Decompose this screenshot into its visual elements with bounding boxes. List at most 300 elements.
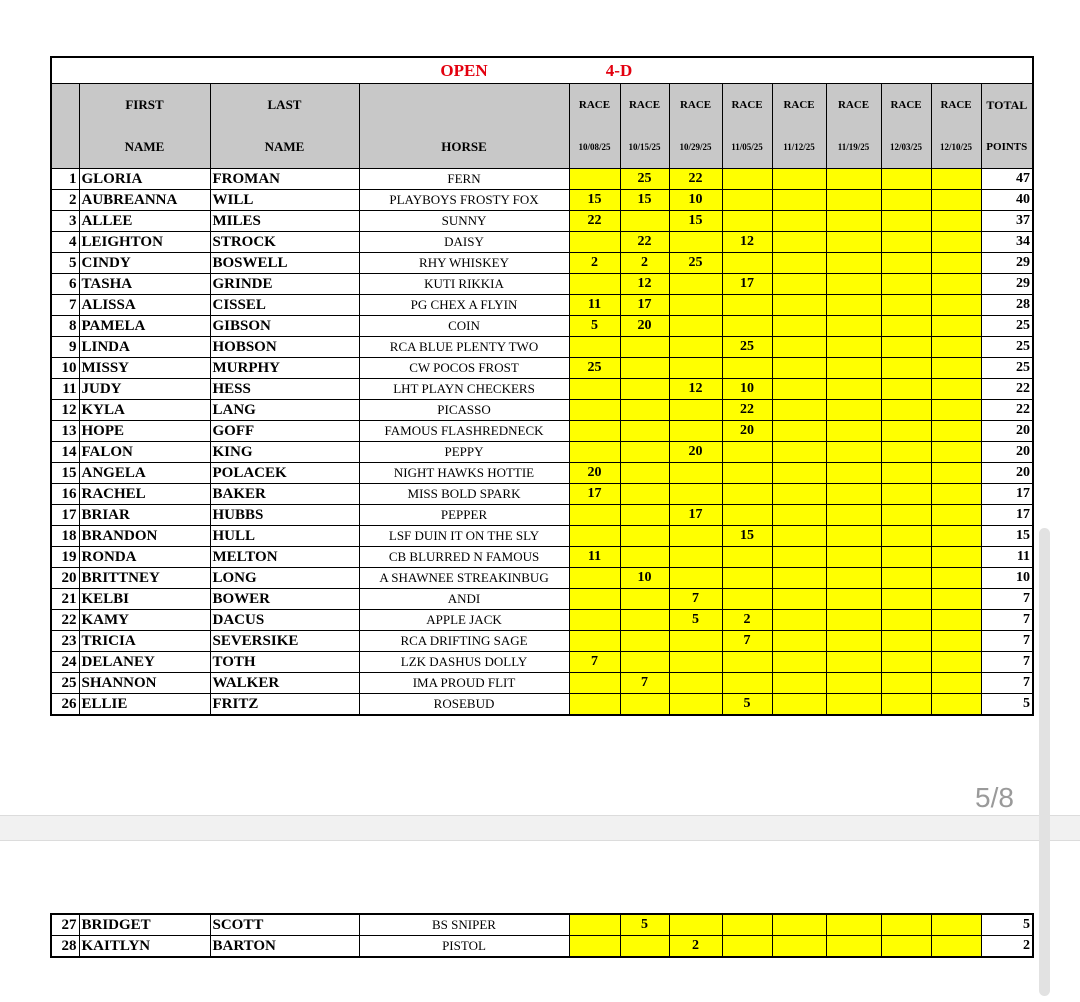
race-points-cell (669, 694, 722, 716)
race-points-cell (569, 936, 620, 958)
race-header: RACE 11/05/25 (722, 84, 772, 169)
race-points-cell (881, 379, 931, 400)
table-row (51, 631, 1033, 652)
race-points-cell (826, 547, 881, 568)
race-points-cell (826, 190, 881, 211)
race-points-cell (772, 505, 826, 526)
race-points-cell (620, 526, 669, 547)
race-points-cell (620, 211, 669, 232)
race-points-cell (826, 358, 881, 379)
total-points-cell: 37 (981, 211, 1033, 232)
table-row (51, 421, 1033, 442)
last-name-header: LAST NAME (210, 84, 359, 169)
last-name-cell: FROMAN (210, 169, 359, 190)
table-row (51, 568, 1033, 589)
race-points-cell (931, 316, 981, 337)
race-points-cell (722, 936, 772, 958)
last-name-cell: BOWER (210, 589, 359, 610)
race-points-cell: 11 (569, 295, 620, 316)
race-points-cell: 11 (569, 547, 620, 568)
total-points-cell: 7 (981, 610, 1033, 631)
table-row (51, 295, 1033, 316)
race-points-cell (669, 274, 722, 295)
table-row (51, 610, 1033, 631)
race-points-cell (669, 484, 722, 505)
total-points-cell: 2 (981, 936, 1033, 958)
table-row (51, 190, 1033, 211)
race-points-cell (620, 379, 669, 400)
race-points-cell (722, 211, 772, 232)
row-number: 18 (51, 526, 79, 547)
race-points-cell (669, 631, 722, 652)
race-points-cell (772, 190, 826, 211)
race-points-cell: 22 (669, 169, 722, 190)
race-points-cell (722, 914, 772, 936)
row-number: 25 (51, 673, 79, 694)
total-points-cell: 11 (981, 547, 1033, 568)
table-row (51, 400, 1033, 421)
horse-cell: ROSEBUD (359, 694, 569, 716)
row-number: 19 (51, 547, 79, 568)
race-points-cell (569, 526, 620, 547)
race-points-cell (569, 914, 620, 936)
race-points-cell (826, 211, 881, 232)
table-row (51, 484, 1033, 505)
race-points-cell (772, 211, 826, 232)
race-header: RACE 10/29/25 (669, 84, 722, 169)
race-points-cell (569, 421, 620, 442)
race-points-cell (772, 652, 826, 673)
row-number: 5 (51, 253, 79, 274)
race-points-cell (931, 337, 981, 358)
race-points-cell (826, 442, 881, 463)
race-points-cell (881, 484, 931, 505)
table-row (51, 547, 1033, 568)
race-points-cell (931, 484, 981, 505)
race-header: RACE 12/10/25 (931, 84, 981, 169)
table-row (51, 914, 1033, 936)
horse-cell: LZK DASHUS DOLLY (359, 652, 569, 673)
race-points-cell: 10 (669, 190, 722, 211)
race-points-cell (881, 505, 931, 526)
race-points-cell (931, 526, 981, 547)
race-points-cell (569, 169, 620, 190)
race-points-cell (881, 631, 931, 652)
race-points-cell (722, 316, 772, 337)
race-points-cell (881, 442, 931, 463)
race-points-cell (881, 190, 931, 211)
total-points-cell: 7 (981, 673, 1033, 694)
race-points-cell: 10 (722, 379, 772, 400)
race-points-cell (931, 169, 981, 190)
first-name-cell: BRANDON (79, 526, 210, 547)
first-name-cell: FALON (79, 442, 210, 463)
race-points-cell (669, 673, 722, 694)
first-name-cell: BRITTNEY (79, 568, 210, 589)
table-row (51, 379, 1033, 400)
last-name-cell: FRITZ (210, 694, 359, 716)
race-points-cell (669, 400, 722, 421)
total-points-cell: 28 (981, 295, 1033, 316)
race-points-cell (722, 505, 772, 526)
race-points-cell (772, 526, 826, 547)
race-points-cell (931, 190, 981, 211)
race-points-cell (669, 232, 722, 253)
race-points-cell (722, 673, 772, 694)
row-number: 21 (51, 589, 79, 610)
first-name-cell: ALLEE (79, 211, 210, 232)
first-name-cell: BRIDGET (79, 914, 210, 936)
race-points-cell (772, 673, 826, 694)
table-row (51, 673, 1033, 694)
race-points-cell: 2 (722, 610, 772, 631)
first-name-cell: AUBREANNA (79, 190, 210, 211)
race-points-cell (722, 463, 772, 484)
total-points-cell: 22 (981, 400, 1033, 421)
first-name-cell: ALISSA (79, 295, 210, 316)
race-points-cell: 7 (620, 673, 669, 694)
race-points-cell (669, 358, 722, 379)
last-name-cell: LONG (210, 568, 359, 589)
race-points-cell (772, 274, 826, 295)
last-name-cell: WILL (210, 190, 359, 211)
race-points-cell (620, 400, 669, 421)
last-name-cell: CISSEL (210, 295, 359, 316)
race-points-cell: 25 (669, 253, 722, 274)
last-name-cell: GOFF (210, 421, 359, 442)
race-points-cell (722, 568, 772, 589)
row-number: 23 (51, 631, 79, 652)
horse-cell: FAMOUS FLASHREDNECK (359, 421, 569, 442)
first-name-cell: PAMELA (79, 316, 210, 337)
race-points-cell (722, 358, 772, 379)
first-name-cell: MISSY (79, 358, 210, 379)
row-number: 22 (51, 610, 79, 631)
race-points-cell (931, 400, 981, 421)
race-points-cell (772, 337, 826, 358)
standings-table (50, 56, 1034, 716)
table-row (51, 316, 1033, 337)
race-points-cell: 17 (620, 295, 669, 316)
race-header: RACE 11/19/25 (826, 84, 881, 169)
race-points-cell: 15 (569, 190, 620, 211)
race-points-cell (826, 589, 881, 610)
race-points-cell (620, 652, 669, 673)
horse-cell: CB BLURRED N FAMOUS (359, 547, 569, 568)
race-points-cell: 7 (722, 631, 772, 652)
row-number: 3 (51, 211, 79, 232)
race-points-cell (669, 526, 722, 547)
row-number: 1 (51, 169, 79, 190)
horse-cell: MISS BOLD SPARK (359, 484, 569, 505)
race-points-cell: 5 (569, 316, 620, 337)
last-name-cell: MURPHY (210, 358, 359, 379)
first-name-cell: KELBI (79, 589, 210, 610)
total-points-cell: 25 (981, 358, 1033, 379)
horse-cell: KUTI RIKKIA (359, 274, 569, 295)
row-number: 9 (51, 337, 79, 358)
race-points-cell: 25 (722, 337, 772, 358)
race-points-cell (772, 421, 826, 442)
race-points-cell (569, 232, 620, 253)
race-points-cell (931, 505, 981, 526)
race-points-cell (620, 421, 669, 442)
horse-cell: LSF DUIN IT ON THE SLY (359, 526, 569, 547)
race-points-cell (931, 652, 981, 673)
race-points-cell (772, 295, 826, 316)
race-points-cell (881, 400, 931, 421)
race-points-cell (569, 673, 620, 694)
first-name-cell: CINDY (79, 253, 210, 274)
race-points-cell (881, 610, 931, 631)
race-points-cell (620, 547, 669, 568)
race-points-cell (620, 358, 669, 379)
table-row (51, 652, 1033, 673)
race-points-cell: 5 (620, 914, 669, 936)
race-points-cell (772, 316, 826, 337)
row-number: 8 (51, 316, 79, 337)
header-row (51, 84, 1033, 169)
table-row (51, 211, 1033, 232)
race-points-cell: 25 (620, 169, 669, 190)
race-points-cell (772, 547, 826, 568)
total-points-cell: 34 (981, 232, 1033, 253)
last-name-cell: HESS (210, 379, 359, 400)
race-points-cell (881, 316, 931, 337)
horse-cell: CW POCOS FROST (359, 358, 569, 379)
first-name-cell: HOPE (79, 421, 210, 442)
race-points-cell (931, 589, 981, 610)
table-row (51, 526, 1033, 547)
table-row (51, 232, 1033, 253)
horse-cell: A SHAWNEE STREAKINBUG (359, 568, 569, 589)
race-points-cell (931, 379, 981, 400)
race-points-cell (772, 253, 826, 274)
row-number: 13 (51, 421, 79, 442)
last-name-cell: SCOTT (210, 914, 359, 936)
race-points-cell (826, 400, 881, 421)
race-points-cell (881, 526, 931, 547)
race-points-cell (826, 936, 881, 958)
race-points-cell (881, 337, 931, 358)
race-points-cell (722, 253, 772, 274)
race-points-cell: 20 (722, 421, 772, 442)
race-points-cell (772, 484, 826, 505)
total-points-cell: 20 (981, 442, 1033, 463)
total-points-cell: 5 (981, 914, 1033, 936)
horse-cell: ANDI (359, 589, 569, 610)
total-points-cell: 20 (981, 421, 1033, 442)
horse-cell: PEPPER (359, 505, 569, 526)
race-points-cell: 2 (669, 936, 722, 958)
race-points-cell: 12 (669, 379, 722, 400)
first-name-cell: TRICIA (79, 631, 210, 652)
race-points-cell (669, 568, 722, 589)
race-points-cell (772, 232, 826, 253)
horse-cell: PISTOL (359, 936, 569, 958)
horse-cell: PEPPY (359, 442, 569, 463)
race-points-cell (620, 631, 669, 652)
race-points-cell (669, 421, 722, 442)
race-points-cell (881, 295, 931, 316)
race-points-cell (826, 274, 881, 295)
race-points-cell (620, 442, 669, 463)
first-name-cell: LINDA (79, 337, 210, 358)
race-points-cell (772, 568, 826, 589)
race-points-cell (772, 400, 826, 421)
race-points-cell (826, 232, 881, 253)
horse-cell: RCA DRIFTING SAGE (359, 631, 569, 652)
race-points-cell: 2 (569, 253, 620, 274)
race-header: RACE 12/03/25 (881, 84, 931, 169)
race-points-cell (931, 673, 981, 694)
horse-cell: BS SNIPER (359, 914, 569, 936)
horse-cell: IMA PROUD FLIT (359, 673, 569, 694)
race-points-cell (569, 442, 620, 463)
race-points-cell (772, 169, 826, 190)
row-number: 6 (51, 274, 79, 295)
race-points-cell (931, 274, 981, 295)
race-points-cell (881, 169, 931, 190)
table-row (51, 358, 1033, 379)
race-points-cell (669, 652, 722, 673)
first-name-cell: RONDA (79, 547, 210, 568)
last-name-cell: HULL (210, 526, 359, 547)
race-header: RACE 11/12/25 (772, 84, 826, 169)
race-points-cell: 15 (669, 211, 722, 232)
horse-cell: APPLE JACK (359, 610, 569, 631)
horse-cell: DAISY (359, 232, 569, 253)
last-name-cell: KING (210, 442, 359, 463)
race-points-cell (881, 914, 931, 936)
last-name-cell: BARTON (210, 936, 359, 958)
row-number-header (51, 84, 79, 169)
total-points-cell: 29 (981, 253, 1033, 274)
row-number: 2 (51, 190, 79, 211)
row-number: 15 (51, 463, 79, 484)
race-points-cell: 10 (620, 568, 669, 589)
race-points-cell (931, 442, 981, 463)
race-points-cell (826, 253, 881, 274)
race-points-cell (881, 463, 931, 484)
race-points-cell (569, 505, 620, 526)
race-points-cell (881, 274, 931, 295)
total-points-cell: 10 (981, 568, 1033, 589)
last-name-cell: GIBSON (210, 316, 359, 337)
last-name-cell: STROCK (210, 232, 359, 253)
last-name-cell: BOSWELL (210, 253, 359, 274)
horse-cell: PG CHEX A FLYIN (359, 295, 569, 316)
race-points-cell (881, 421, 931, 442)
race-points-cell (620, 463, 669, 484)
division-title: OPEN (359, 57, 569, 84)
race-points-cell (669, 295, 722, 316)
row-number: 12 (51, 400, 79, 421)
race-points-cell (722, 169, 772, 190)
race-points-cell (881, 936, 931, 958)
race-points-cell (569, 631, 620, 652)
race-points-cell: 20 (669, 442, 722, 463)
race-points-cell (722, 442, 772, 463)
table-row (51, 169, 1033, 190)
race-points-cell (826, 484, 881, 505)
total-points-cell: 29 (981, 274, 1033, 295)
horse-cell: COIN (359, 316, 569, 337)
race-points-cell (931, 694, 981, 716)
race-points-cell (620, 610, 669, 631)
row-number: 11 (51, 379, 79, 400)
race-header: RACE 10/08/25 (569, 84, 620, 169)
race-points-cell (826, 673, 881, 694)
race-points-cell (931, 914, 981, 936)
first-name-cell: ANGELA (79, 463, 210, 484)
race-points-cell (931, 253, 981, 274)
total-header: TOTAL POINTS (981, 84, 1033, 169)
last-name-cell: TOTH (210, 652, 359, 673)
race-points-cell (722, 484, 772, 505)
race-points-cell (569, 589, 620, 610)
race-points-cell (931, 547, 981, 568)
total-points-cell: 25 (981, 337, 1033, 358)
race-points-cell (826, 526, 881, 547)
race-points-cell (772, 631, 826, 652)
race-points-cell (826, 379, 881, 400)
first-name-cell: ELLIE (79, 694, 210, 716)
race-points-cell: 22 (722, 400, 772, 421)
race-points-cell (722, 547, 772, 568)
race-points-cell: 7 (669, 589, 722, 610)
first-name-cell: KAMY (79, 610, 210, 631)
race-points-cell (931, 211, 981, 232)
table-row (51, 442, 1033, 463)
race-points-cell (881, 547, 931, 568)
row-number: 26 (51, 694, 79, 716)
race-points-cell (881, 673, 931, 694)
last-name-cell: SEVERSIKE (210, 631, 359, 652)
scrollbar[interactable] (1039, 528, 1050, 996)
race-points-cell (881, 568, 931, 589)
race-points-cell (569, 337, 620, 358)
row-number: 14 (51, 442, 79, 463)
horse-cell: SUNNY (359, 211, 569, 232)
race-points-cell (931, 358, 981, 379)
race-points-cell (620, 337, 669, 358)
race-points-cell (931, 631, 981, 652)
total-points-cell: 7 (981, 652, 1033, 673)
race-points-cell (931, 295, 981, 316)
race-points-cell (772, 589, 826, 610)
race-points-cell (569, 274, 620, 295)
first-name-cell: DELANEY (79, 652, 210, 673)
table-row (51, 253, 1033, 274)
race-points-cell (669, 316, 722, 337)
race-points-cell (620, 505, 669, 526)
total-points-cell: 20 (981, 463, 1033, 484)
total-points-cell: 15 (981, 526, 1033, 547)
race-points-cell: 7 (569, 652, 620, 673)
last-name-cell: LANG (210, 400, 359, 421)
race-points-cell (772, 358, 826, 379)
race-points-cell (772, 936, 826, 958)
race-points-cell (772, 379, 826, 400)
row-number: 17 (51, 505, 79, 526)
row-number: 7 (51, 295, 79, 316)
race-points-cell (881, 652, 931, 673)
last-name-cell: HOBSON (210, 337, 359, 358)
race-points-cell (826, 316, 881, 337)
first-name-cell: JUDY (79, 379, 210, 400)
race-points-cell (881, 211, 931, 232)
